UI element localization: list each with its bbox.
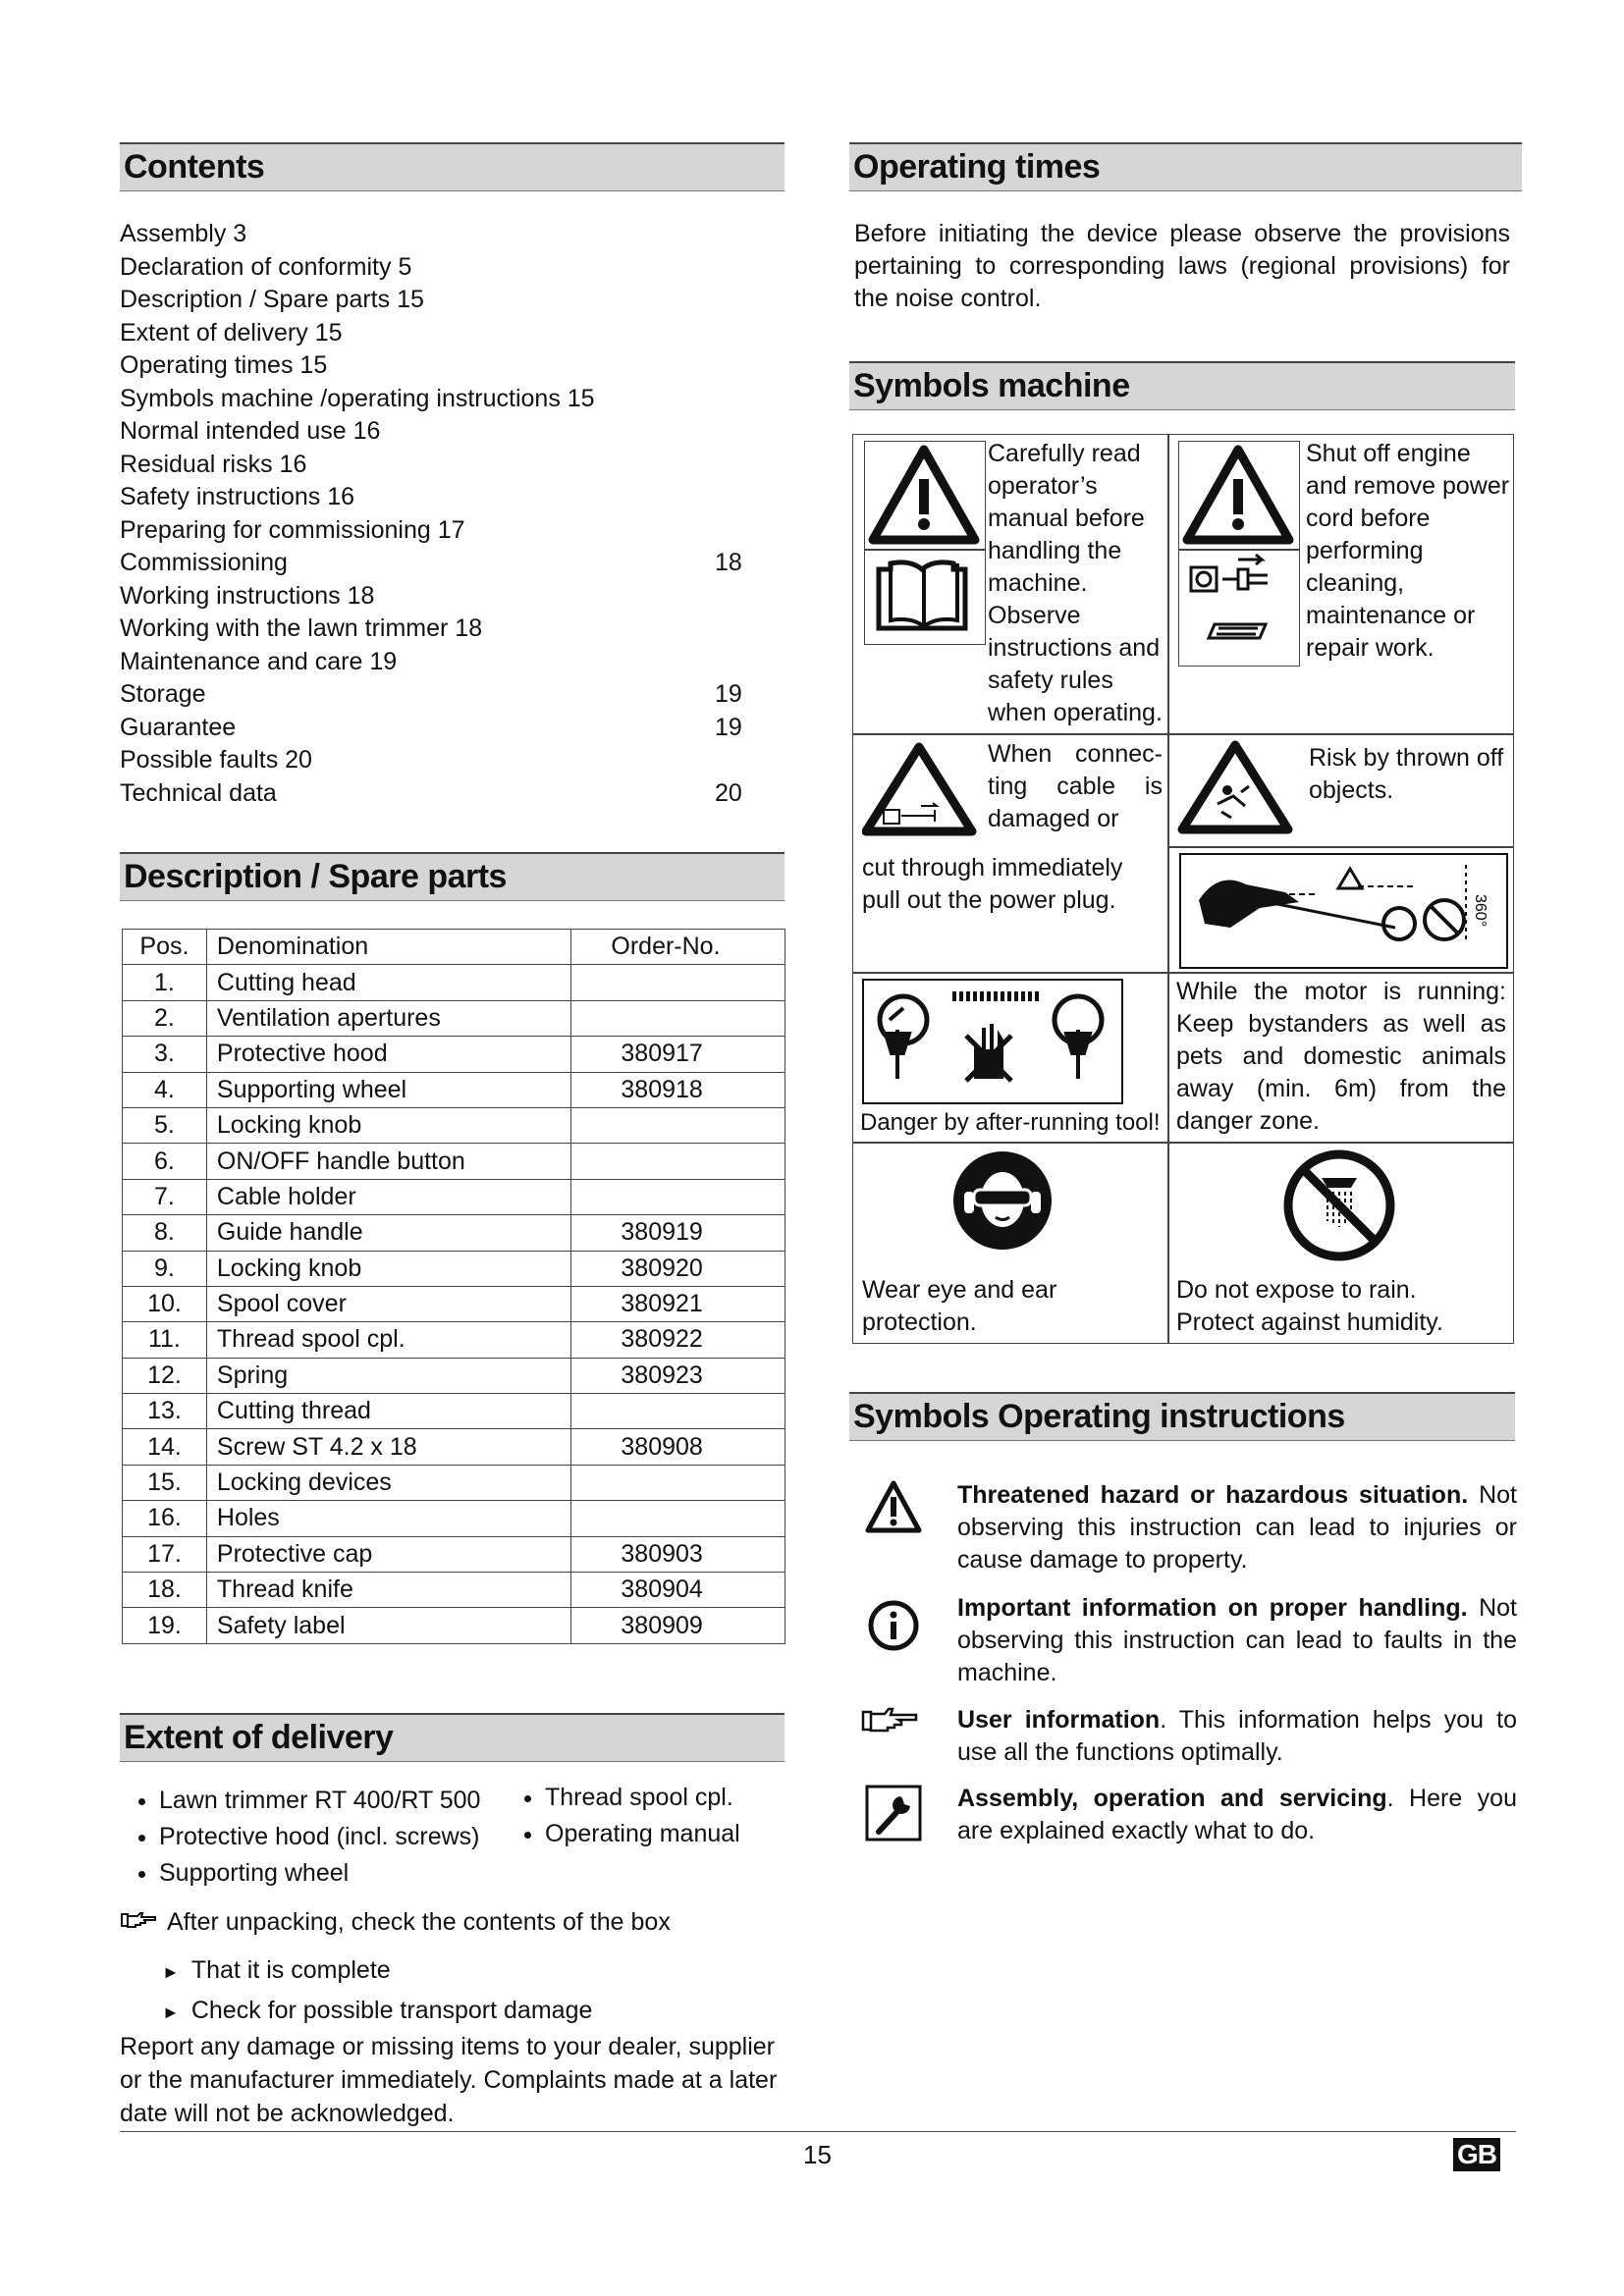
oi-text: Assembly, operation and servicing. Here you are explained exactly what to do. [957,1785,1517,1844]
cell-pos: 14. [123,1429,207,1465]
cell-pos: 9. [123,1251,207,1286]
toc-item-title: Technical data [120,778,277,807]
check-note-text: After unpacking, check the contents of the box [167,1908,671,1936]
report-text: Report any damage or missing items to your dealer, supplier or the manufacturer immediately. Complaints made at a later date will not be acknowledged. [120,2033,778,2127]
table-row [123,1251,785,1286]
cell-pos: 4. [123,1072,207,1107]
cell-pos: 7. [123,1179,207,1214]
toc-item-title: Guarantee [120,713,237,741]
toc-item-page: 18 [715,549,742,576]
cell-order-no: 380923 [571,1358,785,1393]
cell-pos: 3. [123,1037,207,1072]
thrown-objects-warning-icon [1176,739,1294,837]
cell-order-no: 380908 [571,1429,785,1465]
cell-order-no [571,1144,785,1179]
table-row [123,1322,785,1358]
table-row [123,1608,785,1643]
cell-order-no [571,1000,785,1036]
toc-item [120,218,748,251]
eye-ear-text: Wear eye and ear protection. [862,1276,1057,1336]
cell-pos: 2. [123,1000,207,1036]
cell-denomination: Ventilation apertures [206,1000,571,1036]
table-row [123,1037,785,1072]
toc-item [120,744,748,777]
cell-order-no: 380921 [571,1286,785,1321]
toc-item [120,415,748,449]
toc-item [120,251,748,285]
toc-item [120,646,748,679]
toc-item-title: Assembly 3 [120,220,247,247]
table-row [123,1465,785,1500]
symbols-machine-heading: Symbols machine [849,361,1515,410]
cell-denomination: Spring [206,1358,571,1393]
bystanders-text: While the motor is running: Keep bystanders as well as pets and domestic animals away (min. 6m) from the danger zone. [1176,978,1506,1135]
table-row [123,1286,785,1321]
cell-denomination: Locking knob [206,1107,571,1143]
spare-parts-table [122,929,785,1644]
cell-denomination: Protective cap [206,1536,571,1572]
cell-order-no [571,965,785,1000]
cell-order-no [571,1179,785,1214]
toc-item-title: Description / Spare parts 15 [120,286,424,313]
after-running-text: Danger by after-running tool! [860,1109,1161,1136]
cell-pos: 17. [123,1536,207,1572]
eye-ear-protection-icon [950,1148,1055,1253]
warning-triangle-icon [864,441,986,551]
cell-pos: 11. [123,1322,207,1358]
no-rain-icon [1282,1148,1396,1262]
check-note [120,1908,671,1937]
toc-item [120,284,748,317]
table-header-row [123,930,785,965]
cell-pos: 13. [123,1394,207,1429]
operator-distance-pictogram [1179,853,1508,969]
oi-text: Threatened hazard or hazardous situation. Not observing this instruction can lead to injuries or cause damage to property. [957,1481,1517,1574]
arrow-right-icon: ► [162,1962,180,1982]
cable-text-a: When connec-ting cable is damaged or [988,740,1163,832]
table-row [123,1144,785,1179]
page-number: 15 [803,2140,832,2169]
contents-heading: Contents [120,142,785,191]
toc-item [120,481,748,514]
cell-order-no: 380903 [571,1536,785,1572]
cell-pos: 19. [123,1608,207,1643]
cell-denomination: Supporting wheel [206,1072,571,1107]
toc-item-title: Extent of delivery 15 [120,318,343,347]
toc-item [120,547,748,580]
cell-denomination: Locking devices [206,1465,571,1500]
oi-text: User information. This information helps you to use all the functions optimally. [957,1706,1518,1766]
cell-denomination: Cable holder [206,1179,571,1214]
col-header-denomination: Denomination [206,930,571,965]
symbols-oi-section [849,1392,1515,1441]
toc-item-page: 20 [715,778,742,807]
cell-order-no [571,1107,785,1143]
cell-pos: 18. [123,1573,207,1608]
oi-text: Important information on proper handling. Not observing this instruction can lead to faults in the machine. [957,1594,1517,1686]
col-header-pos: Pos. [123,930,207,965]
table-row [123,1358,785,1393]
table-row [123,1072,785,1107]
delivery-list-2 [506,1780,820,1852]
cell-order-no: 380904 [571,1573,785,1608]
cell-pos: 12. [123,1358,207,1393]
toc-item [120,613,748,646]
cell-denomination: Guide handle [206,1215,571,1251]
toc-item-title: Maintenance and care 19 [120,647,398,675]
cell-denomination: Thread knife [206,1573,571,1608]
toc-item [120,317,748,350]
toc-item-title: Safety instructions 16 [120,483,355,510]
cable-text-b: cut through immediately pull out the power plug. [862,854,1123,914]
cell-denomination: Safety label [206,1608,571,1643]
delivery-section [120,1713,785,1762]
toc-item-title: Commissioning [120,549,288,576]
col-header-order-no: Order-No. [571,930,785,965]
list-item: • Protective hood (incl. screws) [159,1819,522,1855]
delivery-list-1 [120,1783,522,1892]
toc-item [120,383,748,416]
damaged-cable-warning-icon [862,741,980,839]
delivery-heading: Extent of delivery [120,1713,785,1762]
shut-off-text: Shut off engine and remove power cord before performing cleaning, maintenance or repair work. [1306,440,1510,662]
list-item: ► Check for possible transport damage [162,1997,593,2024]
cell-denomination: Protective hood [206,1037,571,1072]
toc-item-title: Symbols machine /operating instructions 15 [120,384,595,412]
toc-item-title: Working instructions 18 [120,581,375,610]
read-manual-text: Carefully read operator’s manual before handling the machine. Observe instructions and safety rules when operating. [988,440,1163,726]
toc-item-title: Preparing for commissioning 17 [120,515,465,544]
spare-parts-heading: Description / Spare parts [120,852,785,901]
symbols-oi-heading: Symbols Operating instructions [849,1392,1515,1441]
cell-denomination: Cutting thread [206,1394,571,1429]
after-running-pictogram [862,979,1123,1104]
toc-item-title: Storage [120,680,206,708]
toc-item-page: 19 [715,713,742,741]
cell-pos: 16. [123,1501,207,1536]
cell-order-no: 380922 [571,1322,785,1358]
warning-triangle-icon [864,1479,923,1538]
list-item: • Supporting wheel [159,1855,522,1892]
toc-item-title: Residual risks 16 [120,450,307,478]
table-row [123,1179,785,1214]
operating-times-section [849,142,1522,191]
toc-item-title: Working with the lawn trimmer 18 [120,614,483,642]
table-row [123,1000,785,1036]
check-list [162,1951,592,2032]
cell-denomination: ON/OFF handle button [206,1144,571,1179]
table-row [123,965,785,1000]
table-row [123,1536,785,1572]
cell-order-no [571,1465,785,1500]
cell-order-no [571,1501,785,1536]
toc-item-page: 19 [715,680,742,708]
table-row [123,1215,785,1251]
cell-order-no: 380919 [571,1215,785,1251]
arrow-right-icon: ► [162,2002,180,2022]
toc-item-title: Normal intended use 16 [120,417,381,445]
info-circle-icon [866,1598,925,1657]
symbols-machine-section [849,361,1515,410]
cell-pos: 6. [123,1144,207,1179]
cell-pos: 5. [123,1107,207,1143]
cell-pos: 8. [123,1215,207,1251]
table-row [123,1394,785,1429]
cell-order-no [571,1394,785,1429]
toc-item [120,712,748,745]
toc-item [120,678,748,712]
list-item: • Thread spool cpl. [545,1780,820,1816]
table-row [123,1429,785,1465]
open-book-icon [864,549,986,645]
spare-parts-section [120,852,785,901]
cell-order-no: 380920 [571,1251,785,1286]
pointing-hand-icon [861,1706,920,1765]
list-item: ► That it is complete [162,1956,391,1984]
cell-order-no: 380918 [571,1072,785,1107]
toc-item-title: Operating times 15 [120,351,328,379]
toc-item-title: Declaration of conformity 5 [120,252,412,281]
footer-rule [120,2131,1516,2132]
rain-text: Do not expose to rain. Protect against humidity. [1176,1276,1443,1336]
cell-denomination: Spool cover [206,1286,571,1321]
operating-times-heading: Operating times [849,142,1522,191]
contents-section [120,142,785,191]
cell-pos: 1. [123,965,207,1000]
degrees-label: 360° [1472,894,1489,928]
list-item: • Lawn trimmer RT 400/RT 500 [159,1783,522,1819]
pointing-hand-icon [120,1908,167,1937]
table-row [123,1573,785,1608]
cell-denomination: Screw ST 4.2 x 18 [206,1429,571,1465]
language-badge: GB [1453,2138,1500,2171]
plug-and-manual-icon [1178,549,1300,667]
list-item: • Operating manual [545,1816,820,1852]
toc-item [120,349,748,383]
table-row [123,1107,785,1143]
cell-denomination: Holes [206,1501,571,1536]
cell-pos: 15. [123,1465,207,1500]
wrench-icon [865,1785,924,1843]
toc-item [120,580,748,614]
warning-triangle-icon [1178,441,1300,551]
cell-pos: 10. [123,1286,207,1321]
cell-denomination: Cutting head [206,965,571,1000]
toc-item [120,777,748,811]
cell-order-no: 380909 [571,1608,785,1643]
cell-denomination: Thread spool cpl. [206,1322,571,1358]
toc-item [120,449,748,482]
operating-times-text: Before initiating the device please observe the provisions pertaining to corresponding laws (regional provisions) for the noise control. [854,220,1510,312]
thrown-objects-text: Risk by thrown off objects. [1309,744,1504,804]
toc-item-title: Possible faults 20 [120,746,312,774]
toc-item [120,514,748,548]
contents-list [120,218,748,810]
cell-denomination: Locking knob [206,1251,571,1286]
table-row [123,1501,785,1536]
cell-order-no: 380917 [571,1037,785,1072]
